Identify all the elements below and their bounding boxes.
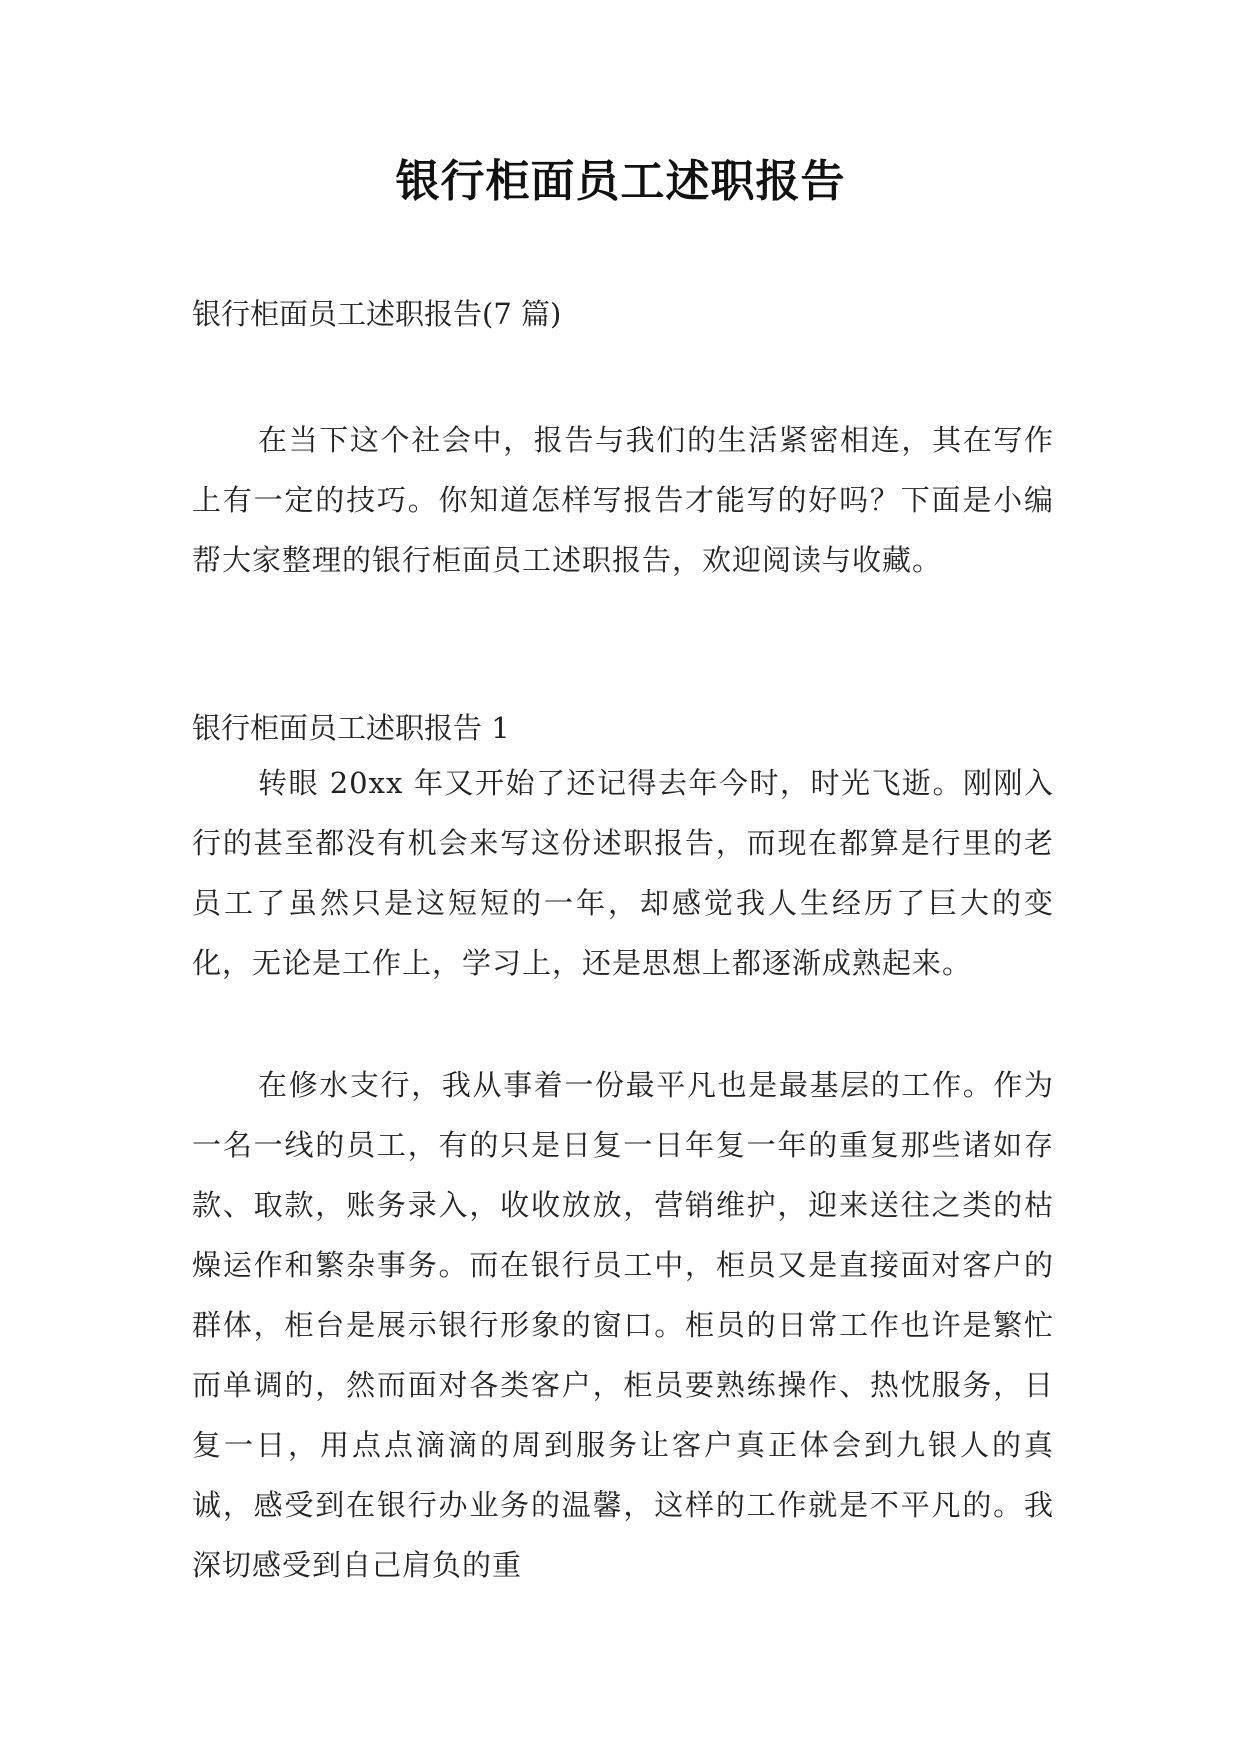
document-subtitle: 银行柜面员工述职报告(7 篇) [192, 297, 562, 331]
intro-paragraph: 在当下这个社会中，报告与我们的生活紧密相连，其在写作上有一定的技巧。你知道怎样写报告才能写的好吗？下面是小编帮大家整理的银行柜面员工述职报告，欢迎阅读与收藏。 [192, 423, 1054, 577]
section-paragraph-1: 转眼 20xx 年又开始了还记得去年今时，时光飞逝。刚刚入行的甚至都没有机会来写这份述职报告，而现在都算是行里的老员工了虽然只是这短短的一年，却感觉我人生经历了巨大的变化，无论是工作上，学习上，还是思想上都逐渐成熟起来。 [192, 766, 1054, 980]
section-paragraph-2: 在修水支行，我从事着一份最平凡也是最基层的工作。作为一名一线的员工，有的只是日复一日年复一年的重复那些诸如存款、取款，账务录入，收收放放，营销维护，迎来送往之类的枯燥运作和繁杂事务。而在银行员工中，柜员又是直接面对客户的群体，柜台是展示银行形象的窗口。柜员的日常工作也许是繁忙而单调的，然而面对各类客户，柜员要熟练操作、热忱服务，日复一日，用点点滴滴的周到服务让客户真正体会到九银人的真诚，感受到在银行办业务的温馨，这样的工作就是不平凡的。我深切感受到自己肩负的重 [192, 1068, 1054, 1582]
document-title: 银行柜面员工述职报告 [395, 156, 846, 207]
section-heading: 银行柜面员工述职报告 1 [192, 711, 510, 745]
